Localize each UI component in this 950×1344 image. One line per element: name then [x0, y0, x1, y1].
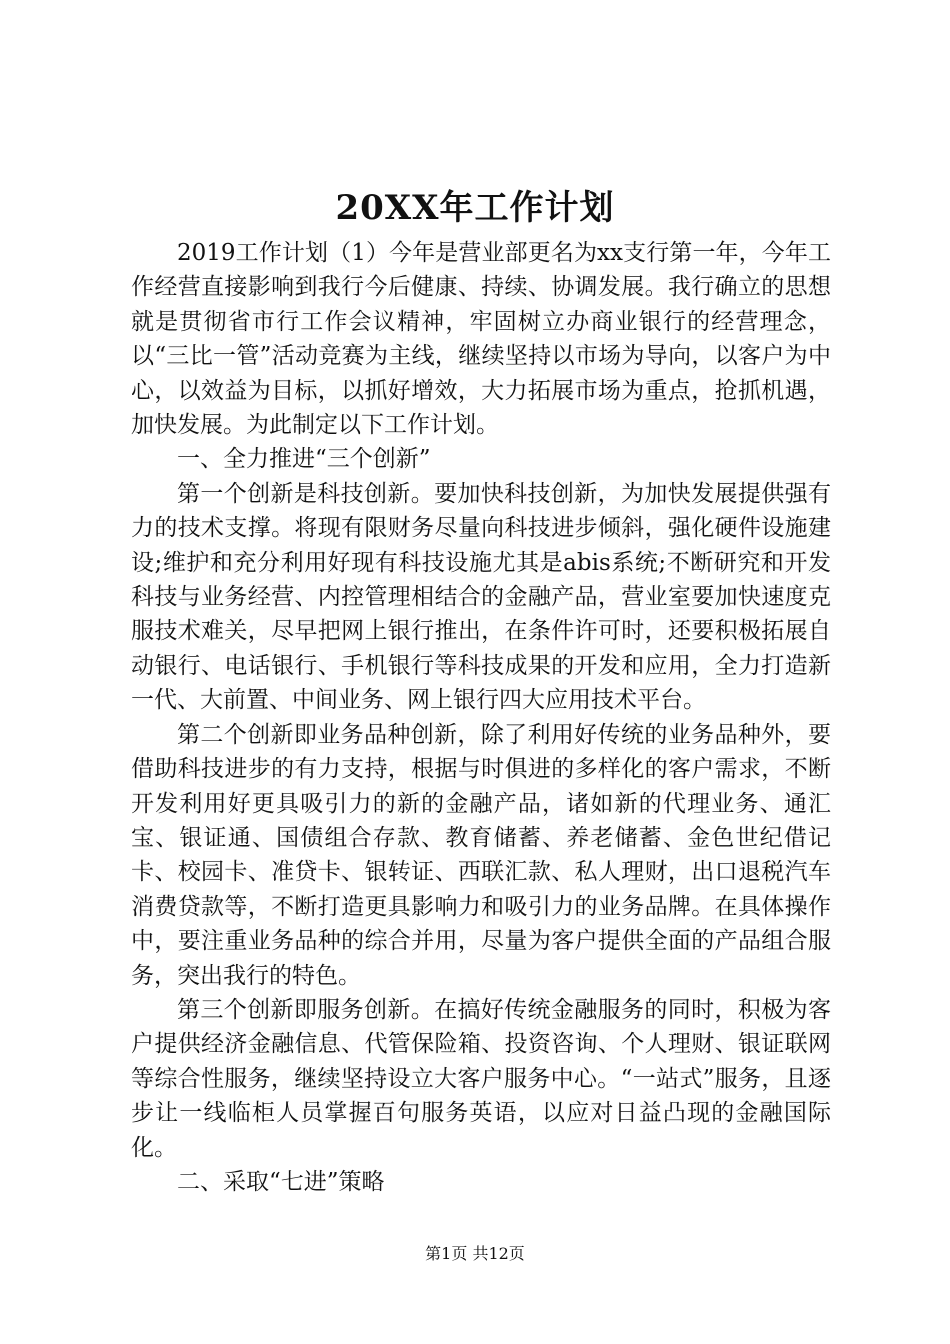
- paragraph-product-innovation: 第二个创新即业务品种创新，除了利用好传统的业务品种外，要借助科技进步的有力支持，根据与时俱进的多样化的客户需求，不断开发利用好更具吸引力的新的金融产品，诸如新的代理业务、通汇宝、银证通、国债组合存款、教育储蓄、养老储蓄、金色世纪借记卡、校园卡、准贷卡、银转证、西联汇款、私人理财，出口退税汽车消费贷款等，不断打造更具影响力和吸引力的业务品牌。在具体操作中，要注重业务品种的综合并用，尽量为客户提供全面的产品组合服务，突出我行的特色。: [131, 721, 831, 989]
- page-footer: 第1页 共12页: [425, 1244, 525, 1263]
- paragraph-intro: 2019工作计划（1）今年是营业部更名为xx支行第一年，今年工作经营直接影响到我行今后健康、持续、协调发展。我行确立的思想就是贯彻省市行工作会议精神，牢固树立办商业银行的经营理念，以“三比一管”活动竞赛为主线，继续坚持以市场为导向，以客户为中心，以效益为目标，以抓好增效，大力拓展市场为重点，抢抓机遇，加快发展。为此制定以下工作计划。: [131, 240, 831, 439]
- paragraph-tech-innovation: 第一个创新是科技创新。要加快科技创新，为加快发展提供强有力的技术支撑。将现有限财务尽量向科技进步倾斜，强化硬件设施建设;维护和充分利用好现有科技设施尤其是abis系统;不断研究和开发科技与业务经营、内控管理相结合的金融产品，营业室要加快速度克服技术难关，尽早把网上银行推出，在条件许可时，还要积极拓展自动银行、电话银行、手机银行等科技成果的开发和应用，全力打造新一代、大前置、中间业务、网上银行四大应用技术平台。: [131, 480, 831, 714]
- section-heading-2: 二、采取“七进”策略: [177, 1168, 385, 1195]
- section-heading-1: 一、全力推进“三个创新”: [177, 446, 431, 473]
- paragraph-service-innovation: 第三个创新即服务创新。在搞好传统金融服务的同时，积极为客户提供经济金融信息、代管保险箱、投资咨询、个人理财、银证联网等综合性服务，继续坚持设立大客户服务中心。“一站式”服务，且逐步让一线临柜人员掌握百句服务英语，以应对日益凸现的金融国际化。: [131, 996, 831, 1161]
- document-body: [131, 236, 831, 1199]
- document-title: 20XX年工作计划: [335, 188, 615, 228]
